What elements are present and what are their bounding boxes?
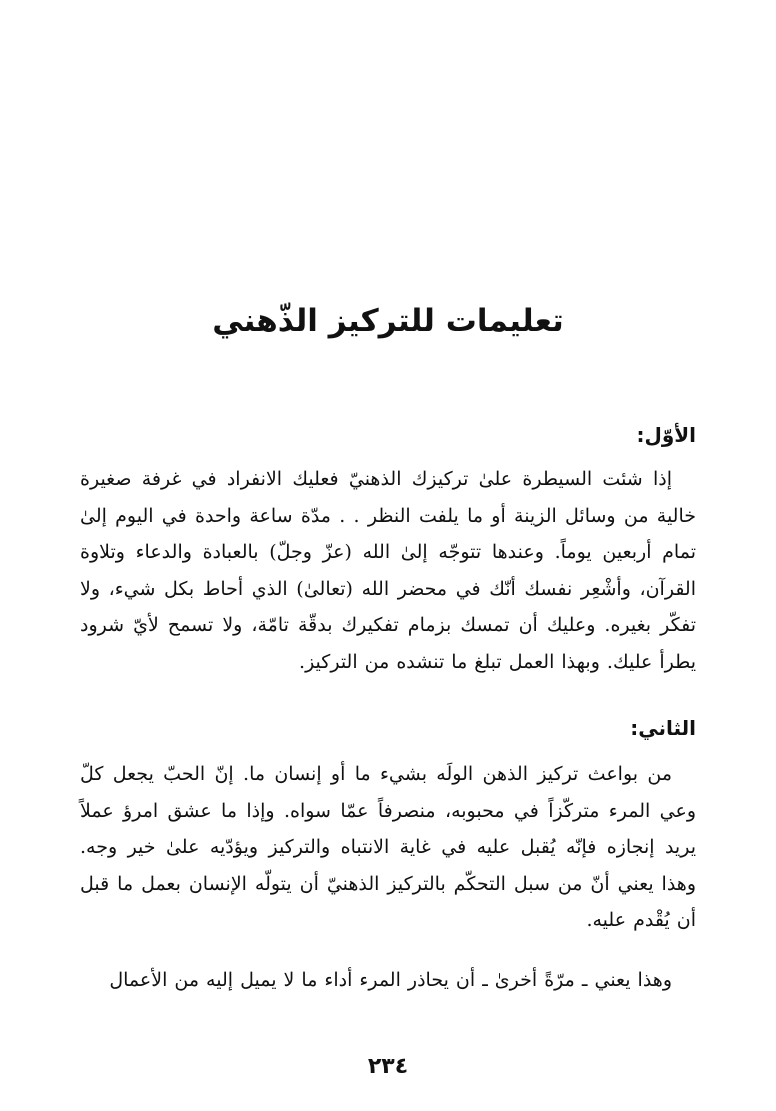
section-paragraph-first: إذا شئت السيطرة علىٰ تركيزك الذهنيّ فعليك الانفراد في غرفة صغيرة خالية من وسائل الزينة أو ما يلفت النظر . . مدّة ساعة واحدة في اليوم إلىٰ تمام أربعين يوماً. وعندها تتوجّه إلىٰ الله (عزّ وجلّ) بالعبادة والدعاء وتلاوة القرآن، وأشْعِر نفسك أنّك في محضر الله (تعالىٰ) الذي أحاط بكل شيء، ولا تفكّر بغيره. وعليك أن تمسك بزمام تفكيرك بدقّة تامّة، ولا تسمح لأيّ شرود يطرأ عليك. وبهذا العمل تبلغ ما تنشده من التركيز. [80,468,696,673]
page-title: تعليمات للتركيز الذّهني [212,303,564,339]
continuation-paragraph: وهذا يعني ـ مرّةً أخرىٰ ـ أن يحاذر المرء أداء ما لا يميل إليه من الأعمال [109,969,672,991]
section-paragraph-second: من بواعث تركيز الذهن الولَه بشيء ما أو إنسان ما. إنّ الحبّ يجعل كلّ وعي المرء متركّزاً في محبوبه، منصرفاً عمّا سواه. وإذا ما عشق امرؤ عملاً يريد إنجازه فإنّه يُقبل عليه في غاية الانتباه والتركيز ويؤدّيه علىٰ خير وجه. وهذا يعني أنّ من سبل التحكّم بالتركيز الذهنيّ أن يتولّه الإنسان بعمل ما قبل أن يُقْدم عليه. [80,763,696,931]
page-number: ٢٣٤ [367,1054,409,1079]
section-heading-second: الثاني: [630,716,696,740]
section-heading-first: الأوّل: [636,423,696,447]
